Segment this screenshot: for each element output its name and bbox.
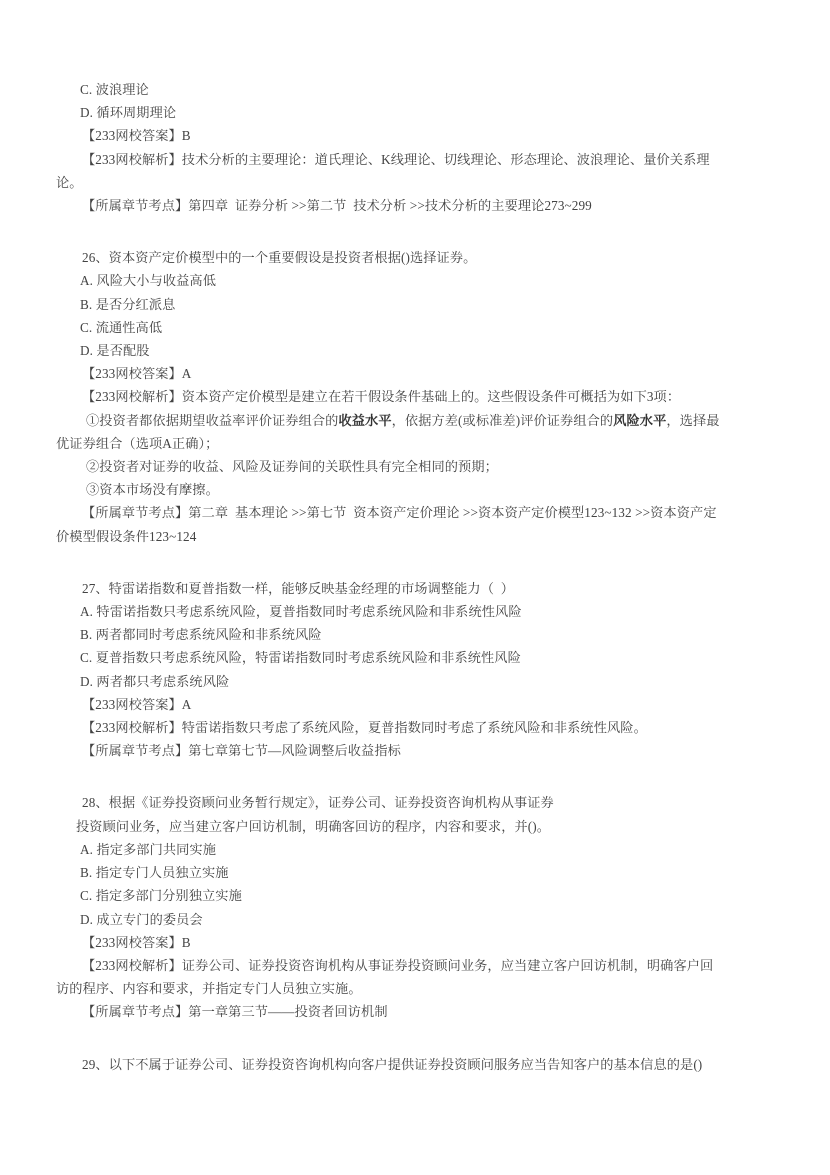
text-line: D. 成立专门的委员会 — [80, 911, 203, 927]
text-line: 28、根据《证券投资顾问业务暂行规定》，证券公司、证券投资咨询机构从事证券 — [82, 795, 554, 811]
text-line: 【233网校答案】B — [82, 128, 191, 144]
block-spacer — [56, 548, 778, 577]
text-line: C. 流通性高低 — [80, 319, 163, 335]
text-line: 价模型假设条件123~124 — [56, 528, 197, 544]
text-line: 【233网校答案】A — [82, 366, 192, 382]
text-line: 【233网校解析】特雷诺指数只考虑了系统风险，夏普指数同时考虑了系统风险和非系统性风险。 — [82, 720, 647, 736]
question-block — [56, 1053, 778, 1076]
text-line: 访的程序、内容和要求，并指定专门人员独立实施。 — [56, 981, 362, 997]
text-line: D. 两者都只考虑系统风险 — [80, 673, 230, 689]
text-line: ③资本市场没有摩擦。 — [86, 482, 219, 498]
text-line: A. 指定多部门共同实施 — [80, 841, 217, 857]
text-line: 论。 — [56, 174, 83, 190]
question-block — [56, 246, 778, 548]
block-spacer — [56, 217, 778, 246]
text-line: B. 两者都同时考虑系统风险和非系统风险 — [80, 627, 322, 643]
text-line: 优证券组合（选项A正确）； — [56, 435, 219, 451]
text-line: ②投资者对证券的收益、风险及证券间的关联性具有完全相同的预期； — [86, 459, 498, 475]
text-line: ①投资者都依据期望收益率评价证券组合的收益水平，依据方差(或标准差)评价证券组合的风险水平，选择最 — [86, 412, 720, 428]
text-line: C. 波浪理论 — [80, 82, 149, 97]
text-line: 【233网校答案】B — [82, 934, 191, 950]
text-line: C. 指定多部门分别独立实施 — [80, 888, 242, 904]
text-line: D. 是否配股 — [80, 343, 150, 359]
text-line: 【233网校解析】技术分析的主要理论：道氏理论、K线理论、切线理论、形态理论、波浪理论、量价关系理 — [82, 151, 710, 167]
text-line: 【233网校答案】A — [82, 696, 192, 712]
text-line: D. 循环周期理论 — [80, 105, 177, 121]
text-line: 【所属章节考点】第七章第七节—风险调整后收益指标 — [82, 743, 401, 759]
question-block — [56, 791, 778, 1023]
text-line: 29、以下不属于证券公司、证券投资咨询机构向客户提供证券投资顾问服务应当告知客户的基本信息的是() — [82, 1056, 703, 1072]
text-line: A. 风险大小与收益高低 — [80, 273, 217, 289]
text-line: B. 是否分红派息 — [80, 296, 176, 312]
text-line: 【233网校解析】资本资产定价模型是建立在若干假设条件基础上的。这些假设条件可概括为如下3项： — [82, 389, 681, 405]
text-line: B. 指定专门人员独立实施 — [80, 865, 229, 881]
text-line: 【所属章节考点】第一章第三节——投资者回访机制 — [82, 1004, 388, 1020]
block-spacer — [56, 1024, 778, 1053]
block-spacer — [56, 762, 778, 791]
text-line: 27、特雷诺指数和夏普指数一样，能够反映基金经理的市场调整能力（ ） — [82, 580, 515, 596]
question-block — [56, 78, 778, 217]
text-line: C. 夏普指数只考虑系统风险，特雷诺指数同时考虑系统风险和非系统性风险 — [80, 650, 521, 666]
text-line: 26、资本资产定价模型中的一个重要假设是投资者根据()选择证券。 — [82, 250, 477, 266]
text-line: 【所属章节考点】第四章 证券分析 >>第二节 技术分析 >>技术分析的主要理论273~299 — [82, 198, 592, 214]
text-line: 投资顾问业务，应当建立客户回访机制，明确客回访的程序，内容和要求，并()。 — [76, 818, 551, 834]
text-line: 【233网校解析】证券公司、证券投资咨询机构从事证券投资顾问业务，应当建立客户回访机制，明确客户回 — [82, 957, 714, 973]
document-body — [56, 78, 778, 1076]
text-line: 【所属章节考点】第二章 基本理论 >>第七节 资本资产定价理论 >>资本资产定价模型123~132 >>资本资产定 — [82, 505, 717, 521]
question-block — [56, 577, 778, 763]
text-line: A. 特雷诺指数只考虑系统风险，夏普指数同时考虑系统风险和非系统性风险 — [80, 604, 522, 620]
